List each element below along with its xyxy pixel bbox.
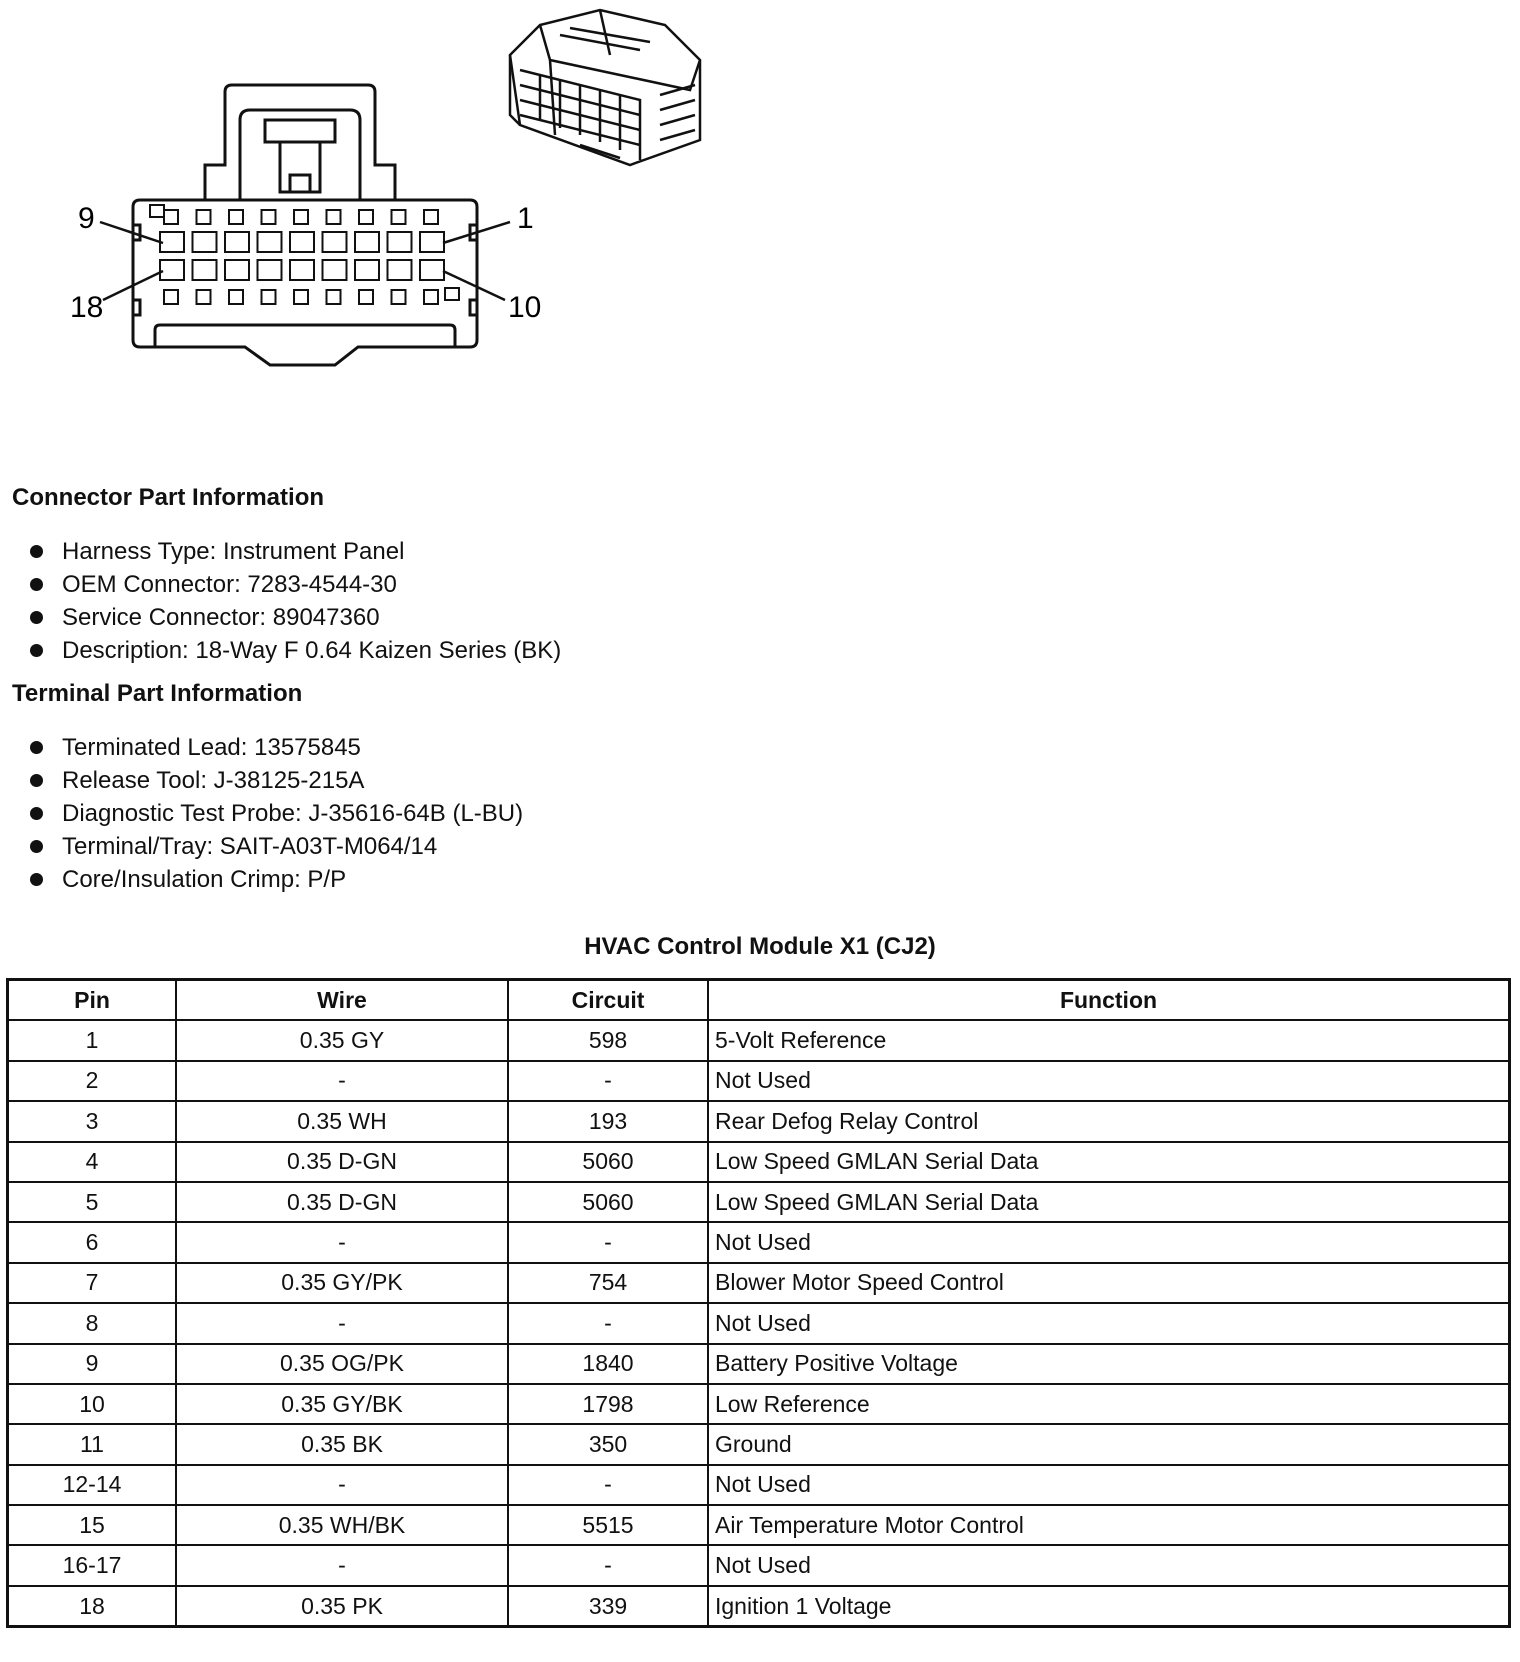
table-row	[8, 1384, 1510, 1424]
cell-wire: 0.35 GY	[176, 1020, 508, 1060]
cell-wire: -	[176, 1465, 508, 1505]
table-row	[8, 1344, 1510, 1384]
cell-circuit: 339	[508, 1586, 708, 1627]
key-tab	[445, 288, 459, 300]
cell-function: Not Used	[708, 1465, 1510, 1505]
cavity	[225, 232, 249, 252]
cell-wire: -	[176, 1061, 508, 1101]
table-row	[8, 1222, 1510, 1262]
function-column-header: Function	[708, 980, 1510, 1021]
list-item: Diagnostic Test Probe: J-35616-64B (L-BU)	[30, 797, 523, 830]
bullet-icon	[30, 807, 43, 820]
connector-part-info-heading: Connector Part Information	[12, 484, 325, 511]
cell-wire: -	[176, 1222, 508, 1262]
table-row	[8, 1465, 1510, 1505]
table-row	[8, 1182, 1510, 1222]
cell-pin: 3	[8, 1101, 177, 1141]
cavity	[290, 260, 314, 280]
cavity	[160, 232, 184, 252]
lock-window	[424, 290, 438, 304]
lock-window	[262, 210, 276, 224]
cell-function: Low Speed GMLAN Serial Data	[708, 1142, 1510, 1182]
lock-window	[197, 290, 211, 304]
cavity	[355, 260, 379, 280]
cell-function: Low Reference	[708, 1384, 1510, 1424]
cavity	[290, 232, 314, 252]
cell-circuit: 193	[508, 1101, 708, 1141]
cell-circuit: 1798	[508, 1384, 708, 1424]
cell-pin: 11	[8, 1424, 177, 1464]
wire-column-header: Wire	[176, 980, 508, 1021]
cell-function: Air Temperature Motor Control	[708, 1505, 1510, 1545]
pin-column-header: Pin	[8, 980, 177, 1021]
cell-circuit: 598	[508, 1020, 708, 1060]
cell-circuit: 350	[508, 1424, 708, 1464]
cell-function: 5-Volt Reference	[708, 1020, 1510, 1060]
connector-isometric-illustration	[510, 10, 700, 165]
cell-function: Battery Positive Voltage	[708, 1344, 1510, 1384]
circuit-column-header: Circuit	[508, 980, 708, 1021]
list-item: Release Tool: J-38125-215A	[30, 764, 523, 797]
lock-window	[392, 210, 406, 224]
cavity	[420, 232, 444, 252]
cavity	[193, 232, 217, 252]
cell-function: Blower Motor Speed Control	[708, 1263, 1510, 1303]
pin-label-bottom-right: 10	[508, 291, 542, 324]
cell-pin: 1	[8, 1020, 177, 1060]
cavity	[355, 232, 379, 252]
cavity	[225, 260, 249, 280]
cell-pin: 12-14	[8, 1465, 177, 1505]
lock-window	[359, 290, 373, 304]
cell-circuit: 5060	[508, 1142, 708, 1182]
bullet-icon	[30, 578, 43, 591]
pin-table-title: HVAC Control Module X1 (CJ2)	[584, 933, 936, 960]
table-row	[8, 1142, 1510, 1182]
terminal-part-info-list	[30, 731, 523, 896]
list-item: Terminated Lead: 13575845	[30, 731, 523, 764]
table-row	[8, 1303, 1510, 1343]
cell-circuit: -	[508, 1222, 708, 1262]
cell-wire: 0.35 WH/BK	[176, 1505, 508, 1545]
cavity	[388, 232, 412, 252]
cell-function: Ground	[708, 1424, 1510, 1464]
list-item: Terminal/Tray: SAIT-A03T-M064/14	[30, 830, 523, 863]
pin-label-bottom-left: 18	[70, 291, 104, 324]
cavity	[258, 232, 282, 252]
lock-window	[229, 210, 243, 224]
cell-wire: 0.35 BK	[176, 1424, 508, 1464]
cell-pin: 2	[8, 1061, 177, 1101]
connector-part-info-list	[30, 535, 561, 667]
cell-function: Low Speed GMLAN Serial Data	[708, 1182, 1510, 1222]
cell-pin: 16-17	[8, 1545, 177, 1585]
bullet-icon	[30, 840, 43, 853]
table-row	[8, 1101, 1510, 1141]
cell-pin: 9	[8, 1344, 177, 1384]
cell-function: Rear Defog Relay Control	[708, 1101, 1510, 1141]
list-item: OEM Connector: 7283-4544-30	[30, 568, 561, 601]
lock-window	[359, 210, 373, 224]
pin-label-top-right: 1	[517, 202, 534, 235]
cell-pin: 18	[8, 1586, 177, 1627]
cell-wire: 0.35 OG/PK	[176, 1344, 508, 1384]
lock-window	[197, 210, 211, 224]
cavity	[323, 260, 347, 280]
lock-window	[294, 290, 308, 304]
cell-pin: 7	[8, 1263, 177, 1303]
cell-function: Not Used	[708, 1222, 1510, 1262]
cell-function: Not Used	[708, 1061, 1510, 1101]
cell-circuit: 5515	[508, 1505, 708, 1545]
table-row	[8, 1061, 1510, 1101]
lock-window	[294, 210, 308, 224]
cell-wire: 0.35 GY/PK	[176, 1263, 508, 1303]
pin-table	[6, 978, 1511, 1628]
bullet-icon	[30, 545, 43, 558]
list-item: Service Connector: 89047360	[30, 601, 561, 634]
cell-circuit: 1840	[508, 1344, 708, 1384]
cavity	[193, 260, 217, 280]
list-item: Core/Insulation Crimp: P/P	[30, 863, 523, 896]
cell-pin: 10	[8, 1384, 177, 1424]
bullet-icon	[30, 741, 43, 754]
bullet-icon	[30, 611, 43, 624]
cell-circuit: 754	[508, 1263, 708, 1303]
cell-circuit: -	[508, 1303, 708, 1343]
cell-circuit: -	[508, 1061, 708, 1101]
pin-label-top-left: 9	[78, 202, 95, 235]
key-tab	[150, 205, 164, 217]
list-item: Harness Type: Instrument Panel	[30, 535, 561, 568]
cell-function: Ignition 1 Voltage	[708, 1586, 1510, 1627]
terminal-part-info-heading: Terminal Part Information	[12, 680, 303, 707]
cavity	[420, 260, 444, 280]
table-row	[8, 1586, 1510, 1627]
cell-pin: 6	[8, 1222, 177, 1262]
lock-window	[327, 290, 341, 304]
table-row	[8, 1263, 1510, 1303]
connector-diagram	[0, 0, 760, 400]
cell-pin: 8	[8, 1303, 177, 1343]
lock-window	[262, 290, 276, 304]
cell-wire: 0.35 PK	[176, 1586, 508, 1627]
cavity-rows	[150, 205, 459, 304]
lock-window	[424, 210, 438, 224]
lock-window	[164, 210, 178, 224]
lock-window	[327, 210, 341, 224]
cell-wire: 0.35 WH	[176, 1101, 508, 1141]
table-row	[8, 1505, 1510, 1545]
cell-circuit: 5060	[508, 1182, 708, 1222]
cavity	[388, 260, 412, 280]
cavity	[258, 260, 282, 280]
list-item: Description: 18-Way F 0.64 Kaizen Series (BK)	[30, 634, 561, 667]
cell-pin: 4	[8, 1142, 177, 1182]
cell-function: Not Used	[708, 1545, 1510, 1585]
cell-function: Not Used	[708, 1303, 1510, 1343]
cavity	[160, 260, 184, 280]
lock-window	[164, 290, 178, 304]
cell-wire: 0.35 GY/BK	[176, 1384, 508, 1424]
table-row	[8, 1545, 1510, 1585]
cell-circuit: -	[508, 1545, 708, 1585]
cell-circuit: -	[508, 1465, 708, 1505]
table-header-row	[8, 980, 1510, 1021]
table-row	[8, 1424, 1510, 1464]
cell-wire: -	[176, 1303, 508, 1343]
bullet-icon	[30, 774, 43, 787]
cell-wire: 0.35 D-GN	[176, 1142, 508, 1182]
table-row	[8, 1020, 1510, 1060]
lock-window	[392, 290, 406, 304]
cell-wire: 0.35 D-GN	[176, 1182, 508, 1222]
cavity	[323, 232, 347, 252]
cell-wire: -	[176, 1545, 508, 1585]
cell-pin: 5	[8, 1182, 177, 1222]
lock-window	[229, 290, 243, 304]
cell-pin: 15	[8, 1505, 177, 1545]
bullet-icon	[30, 873, 43, 886]
bullet-icon	[30, 644, 43, 657]
